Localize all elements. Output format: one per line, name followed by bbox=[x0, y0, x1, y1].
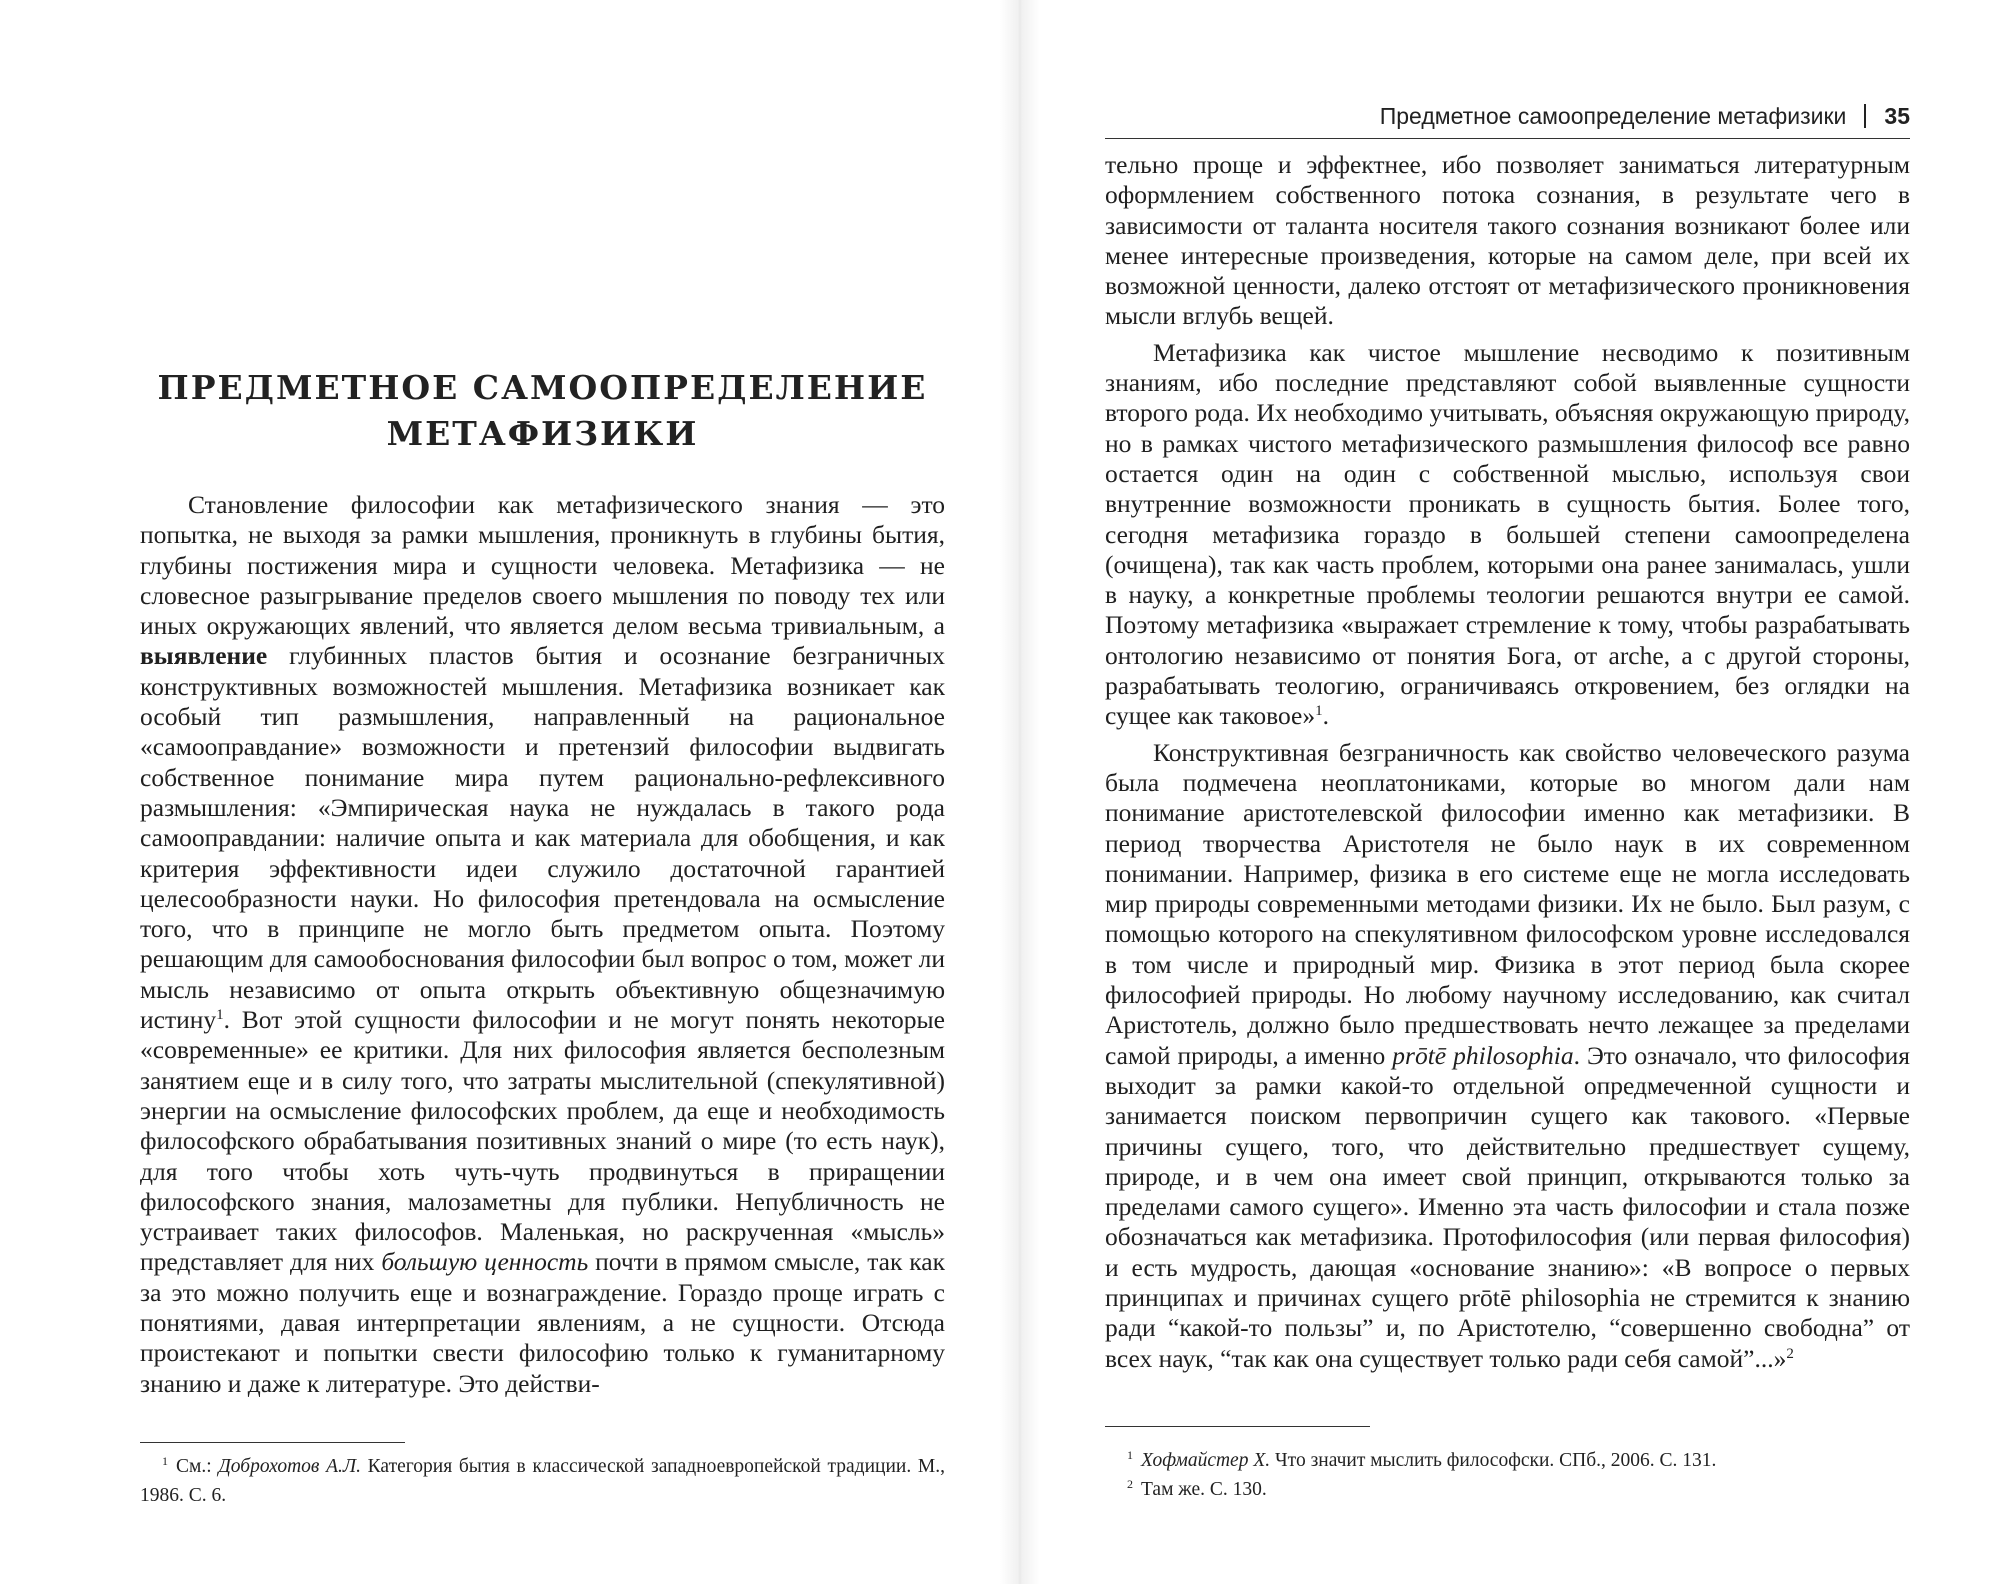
right-body-text bbox=[1105, 150, 1910, 1374]
chapter-title-line2: МЕТАФИЗИКИ bbox=[386, 414, 699, 453]
footnote-text: Категория бытия в классической западноевропейской традиции. М., 1986. С. 6. bbox=[140, 1456, 945, 1506]
text-run: Становление философии как метафизического знания — это попытка, не выходя за рамки мышления, проникнуть в глубины бытия, глубины постижения мира и сущности человека. Метафизика — не словесное разыгрывание пределов своего мышления по поводу тех или иных окружающих явлений, что является делом весьма тривиальным, а bbox=[140, 490, 945, 641]
footnote-author: Хофмайстер Х. bbox=[1141, 1450, 1271, 1471]
text-run: Конструктивная безграничность как свойство человеческого разума была подмечена неоплатониками, которые во многом дали нам понимание аристотелевской философии именно как метафизики. В период творчества Аристотеля не было наук в их современном понимании. Например, физика в его системе еще не могла исследовать мир природы современными методами физики. Их не было. Был разум, с помощью которого на спекулятивном философском уровне исследовался в том числе и природный мир. Физика в этот период была скорее философией природы. Но любому научному исследованию, как считал Аристотель, должно было предшествовать нечто лежащее за пределами самой природы, а именно bbox=[1105, 737, 1910, 1070]
running-head-separator bbox=[1864, 104, 1866, 128]
left-page bbox=[140, 0, 945, 1584]
body-paragraph bbox=[1105, 338, 1910, 732]
page-number: 35 bbox=[1884, 102, 1910, 129]
footnote-ref: 1 bbox=[1315, 703, 1323, 720]
left-footnotes bbox=[140, 1452, 945, 1510]
chapter-title bbox=[140, 365, 945, 457]
text-run: . bbox=[1322, 701, 1329, 731]
footnote-marker: 1 bbox=[1127, 1448, 1133, 1462]
footnote-rule bbox=[1105, 1426, 1370, 1427]
footnote-text: Что значит мыслить философски. СПб., 2006. С. 131. bbox=[1270, 1450, 1717, 1471]
body-paragraph: тельно проще и эффектнее, ибо позволяет заниматься литературным оформлением собственного потока сознания, в результате чего в зависимости от таланта носителя такого сознания возникают более или менее интересные произведения, которые на самом деле, при всей их возможной ценности, далеко отстоят от метафизического проникновения мысли вглубь вещей. bbox=[1105, 150, 1910, 331]
footnote-ref: 1 bbox=[216, 1007, 224, 1024]
text-run: почти в прямом смысле, так как за это можно получить еще и вознаграждение. Гораздо проще играть с понятиями, давая интерпретации явлениям, а не сущности. Отсюда проистекают и попытки свести философию только к гуманитарному знанию и даже к литературе. Это действи- bbox=[140, 1247, 945, 1398]
footnote bbox=[140, 1452, 945, 1510]
footnote-prefix: См.: bbox=[176, 1456, 219, 1477]
left-body-text bbox=[140, 490, 945, 1399]
text-run: Метафизика как чистое мышление несводимо к позитивным знаниям, ибо последние представляют собой выявленные сущности второго рода. Их необходимо учитывать, объясняя окружающую природу, но в рамках чистого метафизического размышления философ все равно остается один на один с собственной мыслью, используя свои внутренние возможности проникать в сущность бытия. Более того, сегодня метафизика гораздо в большей степени самоопределена (очищена), так как часть проблем, которыми она ранее занималась, ушли в науку, а конкретные проблемы теологии решаются внутри ее самой. Поэтому метафизика «выражает стремление к тому, чтобы разрабатывать онтологию независимо от понятия Бога, от arche, а с другой стороны, разрабатывать теологию, ограничиваясь откровением, без оглядки на сущее как таковое» bbox=[1105, 337, 1910, 731]
body-paragraph bbox=[140, 490, 945, 1399]
footnote bbox=[1105, 1475, 1910, 1504]
footnote-rule bbox=[140, 1442, 405, 1443]
footnote bbox=[1105, 1446, 1910, 1475]
running-head bbox=[1380, 100, 1910, 132]
italic-term: большую ценность bbox=[381, 1247, 589, 1277]
chapter-title-line1: ПРЕДМЕТНОЕ САМООПРЕДЕЛЕНИЕ bbox=[157, 368, 928, 407]
body-paragraph bbox=[1105, 738, 1910, 1374]
bold-term: выявление bbox=[140, 641, 268, 671]
book-gutter bbox=[1000, 0, 1040, 1584]
running-head-title: Предметное самоопределение метафизики bbox=[1379, 102, 1847, 129]
footnote-text: Там же. С. 130. bbox=[1141, 1479, 1267, 1500]
footnote-marker: 1 bbox=[162, 1454, 168, 1468]
footnote-marker: 2 bbox=[1127, 1477, 1133, 1491]
text-run: . Вот этой сущности философии и не могут понять некоторые «современные» ее критики. Для них философия является бесполезным занятием еще и в силу того, что затраты мыслительной (спекулятивной) энергии на осмысление философских проблем, да еще и необходимость философского обрабатывания позитивных знаний о мире (то есть наук), для того чтобы хоть чуть-чуть продвинуться в приращении философского знания, малозаметны для публики. Непубличность не устраивает таких философов. Маленькая, но раскрученная «мысль» представляет для них bbox=[140, 1005, 945, 1277]
text-run: . Это означало, что философия выходит за рамки какой-то отдельной опредмеченной сущности и занимается поиском первопричин сущего как такового. «Первые причины сущего, того, что действительно предшествует сущему, природе, и в чем она имеет свой принцип, открываются только за пределами самого сущего». Именно эта часть философии и стала позже обозначаться как метафизика. Протофилософия (или первая философия) и есть мудрость, дающая «основание знанию»: «В вопросе о первых принципах и причинах сущего prōtē philosophia не стремится к знанию ради “какой-то пользы” и, по Аристотелю, “совершенно свободна” от всех наук, “так как она существует только ради себя самой”...» bbox=[1105, 1040, 1911, 1373]
right-footnotes bbox=[1105, 1446, 1910, 1504]
italic-term: prōtē philosophia bbox=[1392, 1040, 1574, 1070]
right-page bbox=[1105, 0, 1910, 1584]
footnote-ref: 2 bbox=[1786, 1345, 1794, 1362]
header-rule bbox=[1105, 138, 1910, 139]
text-run: глубинных пластов бытия и осознание безграничных конструктивных возможностей мышления. Метафизика возникает как особый тип размышления, направленный на рациональное «самооправдание» возможности и претензий философии выдвигать собственное понимание мира путем рационально-рефлексивного размышления: «Эмпирическая наука не нуждалась в такого рода самооправдании: наличие опыта и как материала для обобщения, и как критерия эффективности идеи служило достаточной гарантией целесообразности науки. Но философия претендовала на осмысление того, что в принципе не могло быть предметом опыта. Поэтому решающим для самообоснования философии был вопрос о том, может ли мысль независимо от опыта открыть объективную общезначимую истину bbox=[140, 641, 945, 1035]
footnote-author: Доброхотов А.Л. bbox=[218, 1456, 361, 1477]
